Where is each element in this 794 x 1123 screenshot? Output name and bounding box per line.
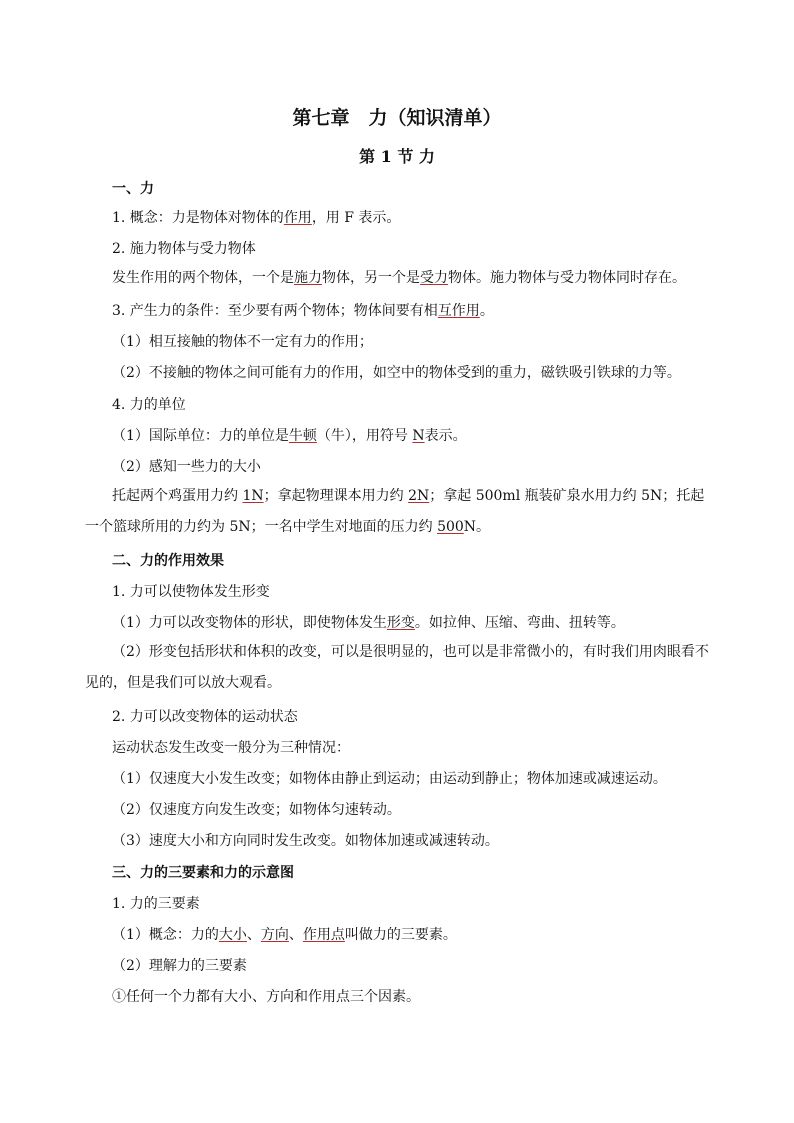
heading-force: 一、力 xyxy=(112,181,154,197)
paragraph-heading: 1. 力可以使物体发生形变 xyxy=(112,584,270,600)
paragraph-item: （2）形变包括形状和体积的改变，可以是很明显的，也可以是非常微小的，有时我们用肉眼看不见的，但是我们可以放大观看。 xyxy=(85,644,709,691)
key-term: 500 xyxy=(437,518,464,535)
paragraph-heading: 2. 力可以改变物体的运动状态 xyxy=(112,709,298,725)
paragraph-heading: 4. 力的单位 xyxy=(112,397,186,413)
paragraph-heading: 1. 力的三要素 xyxy=(112,896,200,912)
paragraph-examples: 托起两个鸡蛋用力约 1N；拿起物理课本用力约 2N；拿起 500ml 瓶装矿泉水用力约 5N；托起一个篮球所用的力约为 5N；一名中学生对地面的压力约 500N。 xyxy=(85,488,705,535)
key-term: 方向 xyxy=(260,927,289,943)
paragraph-item: （2）理解力的三要素 xyxy=(112,958,247,974)
key-term: 大小 xyxy=(218,927,247,943)
paragraph-unit: （1）国际单位：力的单位是牛顿（牛），用符号 N表示。 xyxy=(112,428,467,444)
key-term: N xyxy=(412,428,425,444)
paragraph-item: 运动状态发生改变一般分为三种情况： xyxy=(112,740,350,756)
key-term: 作用点 xyxy=(302,927,345,943)
paragraph-item: ①任何一个力都有大小、方向和作用点三个因素。 xyxy=(112,989,420,1005)
heading-three-elements: 三、力的三要素和力的示意图 xyxy=(112,865,294,881)
key-term: 2N xyxy=(408,488,430,504)
paragraph-condition: 3. 产生力的条件：至少要有两个物体；物体间要有相互作用。 xyxy=(112,303,494,319)
key-term: 形变 xyxy=(386,615,415,631)
paragraph-deformation: （1）力可以改变物体的形状，即使物体发生形变。如拉伸、压缩、弯曲、扭转等。 xyxy=(112,615,625,631)
paragraph-objects: 发生作用的两个物体，一个是施力物体，另一个是受力物体。施力物体与受力物体同时存在。 xyxy=(112,270,686,286)
paragraph-concept: 1. 概念：力是物体对物体的作用，用 F 表示。 xyxy=(112,210,401,226)
paragraph-item: （3）速度大小和方向同时发生改变。如物体加速或减速转动。 xyxy=(112,833,499,849)
paragraph-three-elements: （1）概念：力的大小、方向、作用点叫做力的三要素。 xyxy=(112,927,457,943)
section-title: 第 1 节 力 xyxy=(359,147,435,166)
paragraph-item: （2）仅速度方向发生改变；如物体匀速转动。 xyxy=(112,802,401,818)
paragraph-item: （1）仅速度大小发生改变；如物体由静止到运动；由运动到静止；物体加速或减速运动。 xyxy=(112,771,667,787)
key-term: 1N xyxy=(242,488,264,504)
key-term: 互作用 xyxy=(437,303,480,319)
chapter-title: 第七章 力（知识清单） xyxy=(292,107,502,129)
key-term: 受力 xyxy=(420,270,448,286)
paragraph-heading: 2. 施力物体与受力物体 xyxy=(112,241,256,257)
paragraph-item: （2）感知一些力的大小 xyxy=(112,459,261,475)
paragraph-item: （2）不接触的物体之间可能有力的作用，如空中的物体受到的重力，磁铁吸引铁球的力等。 xyxy=(112,365,681,381)
paragraph-item: （1）相互接触的物体不一定有力的作用； xyxy=(112,334,373,350)
heading-effects: 二、力的作用效果 xyxy=(112,553,224,569)
key-term: 牛顿 xyxy=(288,428,317,444)
key-term: 作用 xyxy=(283,210,312,226)
key-term: 施力 xyxy=(294,270,322,286)
